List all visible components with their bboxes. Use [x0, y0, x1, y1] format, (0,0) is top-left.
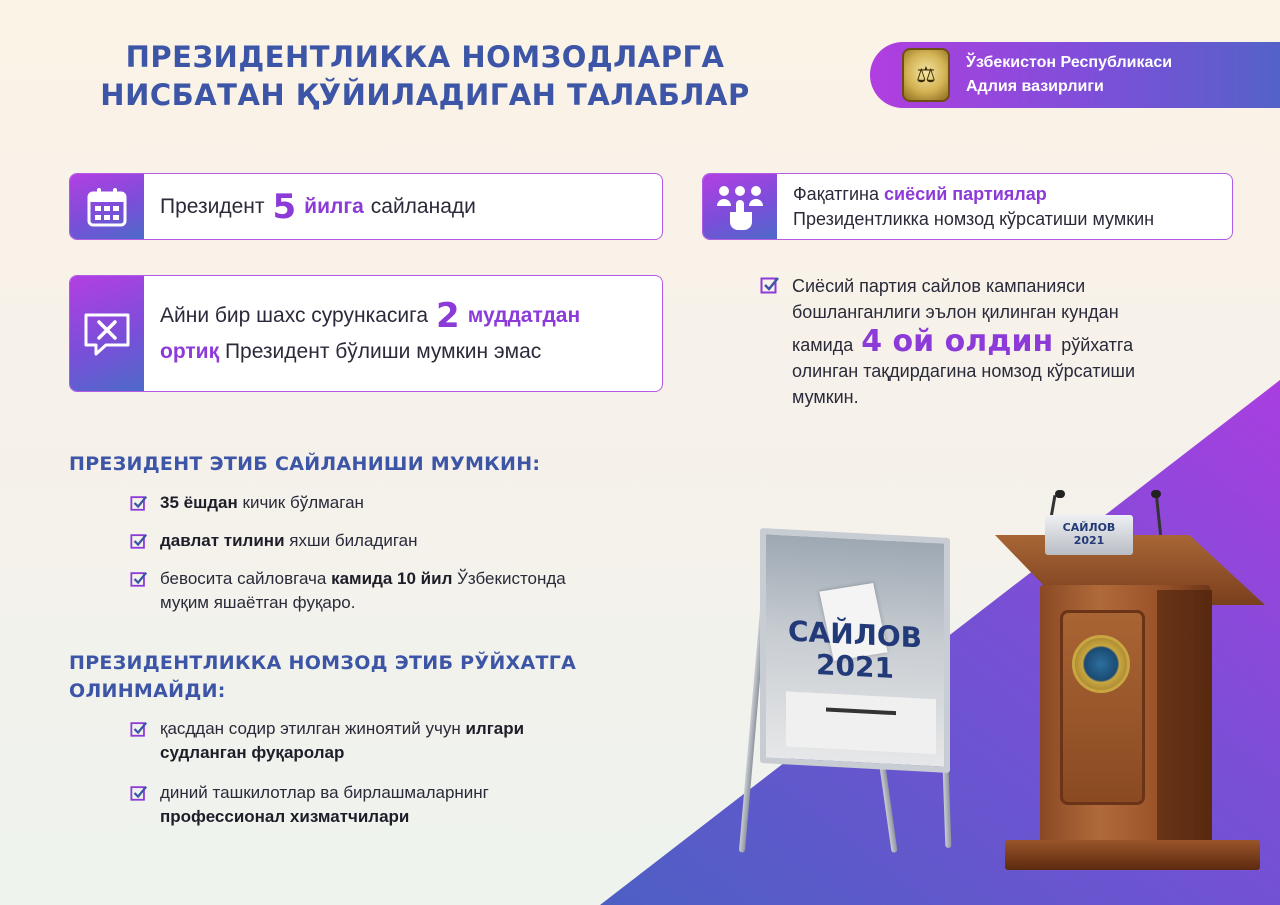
- people-hand-icon: [703, 174, 777, 239]
- ministry-name: [966, 51, 1172, 99]
- term-limit-highlight-2: ортиқ: [160, 339, 220, 363]
- eligible-residency-pre: бевосита сайловгача: [160, 569, 327, 588]
- eligible-language-bold: давлат тилини: [160, 531, 285, 550]
- term-limit-text: [144, 276, 662, 391]
- not-registered-heading: [69, 649, 669, 705]
- party-text: [777, 174, 1232, 239]
- checkbox-icon: [130, 494, 148, 512]
- term-limit-line-1: [160, 295, 662, 336]
- term-suffix: сайланади: [370, 194, 476, 218]
- eligible-residency-text: Ўзбекистонда: [457, 569, 566, 588]
- convicted-bold-2: судланган фуқаролар: [160, 743, 345, 762]
- eligible-heading: ПРЕЗИДЕНТ ЭТИБ САЙЛАНИШИ МУМКИН:: [69, 453, 541, 475]
- checkbox-icon: [130, 570, 148, 588]
- title-line-2: НИСБАТАН ҚЎЙИЛАДИГАН ТАЛАБЛАР: [100, 78, 750, 112]
- party-prefix: Фақатгина: [793, 183, 880, 204]
- eligible-age-bold: 35 ёшдан: [160, 493, 238, 512]
- term-highlight: йилга: [304, 194, 364, 218]
- religious-pre: диний ташкилотлар ва бирлашмаларнинг: [160, 783, 489, 802]
- ballot-box: [786, 691, 936, 754]
- eligible-residency-line2: муқим яшаётган фуқаро.: [160, 593, 356, 612]
- term-limit-prefix: Айни бир шахс сурункасига: [160, 303, 429, 327]
- convicted-pre: қасддан содир этилган жиноятий учун: [160, 719, 461, 738]
- podium-illustration: [985, 490, 1270, 880]
- sign-line-2: 2021: [1073, 534, 1105, 547]
- page-title: [60, 38, 790, 114]
- eligible-residency-bold: камида 10 йил: [331, 569, 453, 588]
- justice-emblem-icon: ⚖: [902, 48, 950, 102]
- term-limit-highlight-1: муддатдан: [467, 303, 581, 327]
- term-limit-line-2: [160, 334, 662, 370]
- term-limit-suffix: Президент бўлиши мумкин эмас: [224, 339, 542, 363]
- election-poster: [760, 528, 950, 773]
- not-registered-list: [130, 717, 690, 843]
- eligible-language-text: яхши биладиган: [289, 531, 418, 550]
- not-registered-heading-line-1: ПРЕЗИДЕНТЛИККА НОМЗОД ЭТИБ РЎЙХАТГА: [69, 652, 577, 674]
- term-prefix: Президент: [160, 194, 265, 218]
- sign-line-1: САЙЛОВ: [1062, 521, 1116, 534]
- note-line-4: олинган тақдирдагина номзод кўрсатиши: [792, 361, 1135, 381]
- ministry-line-2: Адлия вазирлиги: [966, 78, 1104, 95]
- note-suffix: рўйхатга: [1061, 335, 1134, 355]
- term-limit-card: [69, 275, 663, 392]
- title-line-1: ПРЕЗИДЕНТЛИККА НОМЗОДЛАРГА: [125, 40, 725, 74]
- ministry-badge: [870, 42, 1280, 108]
- microphone: [1155, 495, 1162, 535]
- note-line-3: [792, 324, 1135, 359]
- religious-bold: профессионал хизматчилари: [160, 807, 410, 826]
- note-line-5: мумкин.: [792, 387, 859, 407]
- poster-line-1: САЙЛОВ: [787, 614, 923, 655]
- podium-side: [1157, 590, 1212, 840]
- cross-message-icon: [70, 276, 144, 391]
- term-text: [144, 174, 662, 239]
- easel-leg: [878, 758, 897, 853]
- note-prefix: камида: [792, 335, 854, 355]
- list-item: [130, 781, 690, 829]
- party-note: [760, 273, 1230, 410]
- term-card: [69, 173, 663, 240]
- checkbox-icon: [760, 275, 780, 295]
- podium-base: [1005, 840, 1260, 870]
- checkbox-icon: [130, 720, 148, 738]
- not-registered-heading-line-2: ОЛИНМАЙДИ:: [69, 680, 226, 702]
- convicted-bold: илгари: [465, 719, 525, 738]
- eligible-list: [130, 491, 690, 629]
- podium-sign: [1045, 515, 1133, 555]
- note-line-2: бошланганлиги эълон қилинган кундан: [792, 302, 1119, 322]
- list-item: [130, 529, 690, 553]
- election-poster-easel: [735, 528, 965, 858]
- party-highlight: сиёсий партиялар: [884, 183, 1047, 204]
- microphone-head: [1151, 490, 1161, 498]
- microphone-head: [1055, 490, 1065, 498]
- list-item: [130, 717, 690, 765]
- list-item: [130, 491, 690, 515]
- state-emblem-icon: [1072, 635, 1130, 693]
- poster-text: [766, 614, 944, 687]
- poster-line-2: 2021: [816, 647, 894, 686]
- term-number: 5: [272, 186, 297, 227]
- party-line-1: [793, 182, 1232, 207]
- calendar-icon: [70, 174, 144, 239]
- party-line-2: Президентликка номзод кўрсатиши мумкин: [793, 208, 1155, 229]
- list-item: [130, 567, 690, 615]
- checkbox-icon: [130, 784, 148, 802]
- eligible-age-text: кичик бўлмаган: [242, 493, 364, 512]
- checkbox-icon: [130, 532, 148, 550]
- note-highlight: 4 ой олдин: [861, 324, 1054, 359]
- ministry-line-1: Ўзбекистон Республикаси: [966, 54, 1173, 71]
- party-card: [702, 173, 1233, 240]
- note-line-1: Сиёсий партия сайлов кампанияси: [792, 276, 1086, 296]
- term-limit-number: 2: [436, 295, 460, 336]
